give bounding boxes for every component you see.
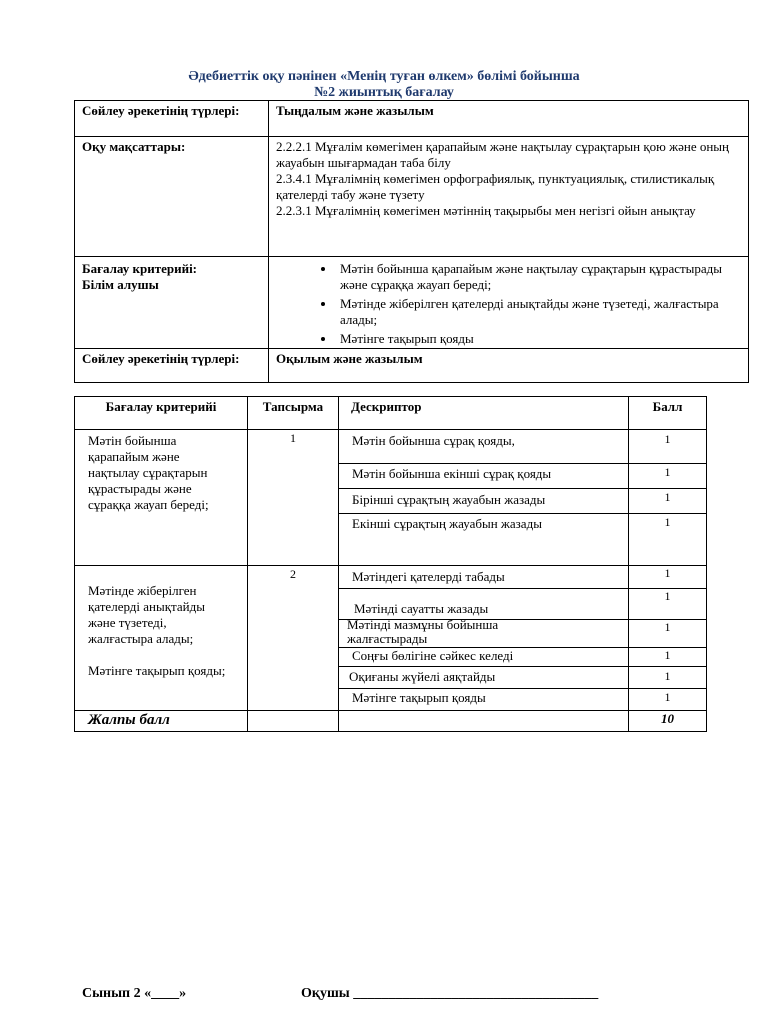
rubric-header-criterion: Бағалау критерийі [75,397,248,430]
criterion-text: Мәтінге тақырып қояды; [88,663,226,678]
document-subtitle: №2 жиынтық бағалау [314,85,454,100]
score: 1 [664,620,671,634]
score: 1 [664,589,671,603]
rubric-scores-1 [629,430,707,566]
rubric-task-2: 2 [248,566,339,711]
score: 1 [664,648,671,662]
learning-goal: 2.2.2.1 Мұғалім көмегімен қарапайым және нақтылау сұрақтарын қою және оның жауабын шығармадан таба білу [276,139,729,170]
criteria-label: Бағалау критерийі: [82,261,198,276]
total-empty-cell [248,711,339,732]
criteria-item: • Мәтінде жіберілген қателерді анықтайды және түзетеді, жалғастыра алады; [336,296,741,328]
score: 1 [664,515,671,529]
criterion-text: Мәтінде жіберілген қателерді анықтайды және түзетеді, жалғастыра алады; [88,583,205,646]
class-field: Сынып 2 «____» [82,986,187,1001]
learner-label: Білім алушы [82,277,159,292]
descriptor: Соңғы бөлігіне сәйкес келеді [352,648,514,663]
score: 1 [664,465,671,479]
rubric-task-1: 1 [248,430,339,566]
info-table [74,100,749,383]
learning-goals-label: Оқу мақсаттары: [75,137,269,257]
score: 1 [664,490,671,504]
score: 1 [664,669,671,683]
speech-types-value-2: Оқылым және жазылым [269,349,749,383]
rubric-header-descriptor: Дескриптор [339,397,629,430]
descriptor: Мәтін бойынша екінші сұрақ қояды [352,466,552,481]
rubric-descriptors-2 [339,566,629,711]
descriptor: Бірінші сұрақтың жауабын жазады [352,492,546,507]
total-value: 10 [629,711,707,732]
rubric-header-score: Балл [629,397,707,430]
speech-types-value: Тыңдалым және жазылым [269,101,749,137]
score: 1 [664,566,671,580]
rubric-descriptors-1 [339,430,629,566]
rubric-scores-2 [629,566,707,711]
descriptor: Мәтіндегі қателерді табады [352,569,505,584]
rubric-header-task: Тапсырма [248,397,339,430]
score: 1 [664,432,671,446]
descriptor: Оқиғаны жүйелі аяқтайды [349,669,496,684]
speech-types-label: Сөйлеу әрекетінің түрлері: [75,101,269,137]
rubric-criterion-1: Мәтін бойынша қарапайым және нақтылау сұрақтарын құрастырады және сұраққа жауап береді; [75,430,248,566]
criteria-item: • Мәтінге тақырып қояды [336,331,741,347]
total-empty-cell [339,711,629,732]
descriptor: Екінші сұрақтың жауабын жазады [352,516,542,531]
rubric-table [74,396,707,732]
rubric-criterion-2 [75,566,248,711]
descriptor: Мәтінді сауатты жазады [354,601,489,616]
criteria-item: • Мәтін бойынша қарапайым және нақтылау сұрақтарын құрастырады және сұраққа жауап береді; [336,261,741,293]
descriptor: Мәтін бойынша сұрақ қояды, [352,433,515,448]
total-label: Жалпы балл [75,711,248,732]
descriptor: Мәтінді мазмұны бойынша жалғастырады [347,617,499,646]
document-title: Әдебиеттік оқу пәнінен «Менің туған өлкем» бөлімі бойынша [188,69,580,84]
criteria-list [269,257,749,349]
learning-goals [269,137,749,257]
descriptor: Мәтінге тақырып қояды [352,690,486,705]
learning-goal: 2.2.3.1 Мұғалімнің көмегімен мәтіннің тақырыбы мен негізгі ойын анықтау [276,203,696,218]
score: 1 [664,690,671,704]
learning-goal: 2.3.4.1 Мұғалімнің көмегімен орфографиялық, пунктуациялық, стилистикалық қателерді табу және түзету [276,171,715,202]
student-field: Оқушы ___________________________________ [301,986,599,1001]
speech-types-label-2: Сөйлеу әрекетінің түрлері: [75,349,269,383]
